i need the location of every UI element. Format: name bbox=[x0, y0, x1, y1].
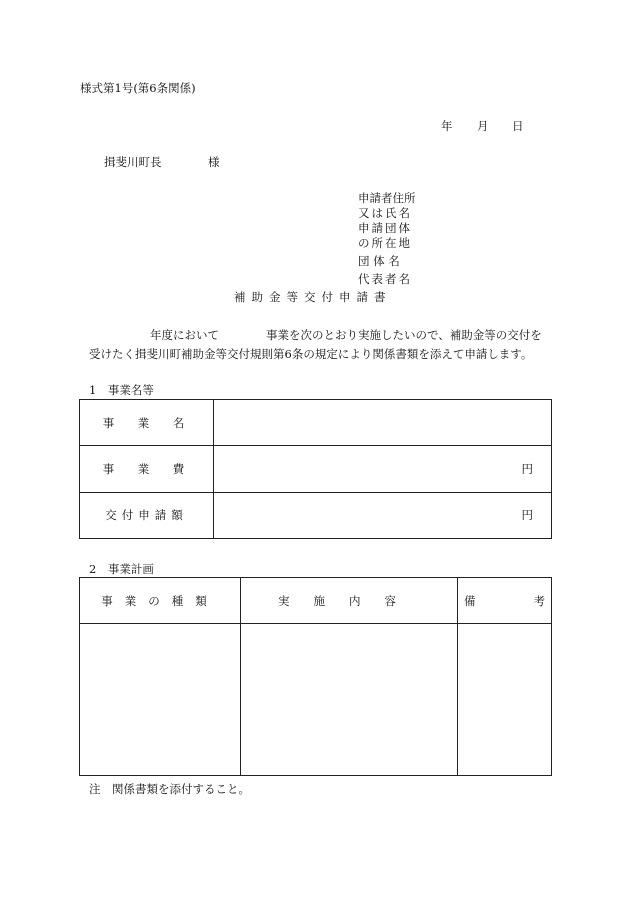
project-summary-table bbox=[79, 399, 552, 539]
table-row bbox=[80, 400, 552, 446]
cell-implementation bbox=[241, 624, 458, 776]
applicant-line-5: 団 体 名 bbox=[358, 254, 400, 268]
body-project: 事業を次のとおり実施したいので、補助金等の交付を bbox=[266, 328, 542, 342]
applicant-line-6: 代表者名 bbox=[358, 272, 412, 286]
row-label-requested-amount: 交付申請額 bbox=[80, 492, 214, 538]
date-month: 月 bbox=[477, 119, 489, 133]
body-line-2: 受けたく揖斐川町補助金等交付規則第6条の規定により関係書類を添えて申請します。 bbox=[89, 347, 533, 361]
applicant-line-4: の所在地 bbox=[358, 236, 412, 250]
header-implementation: 実施内容 bbox=[241, 578, 458, 624]
header-project-type: 事業の種類 bbox=[80, 578, 241, 624]
date-day: 日 bbox=[512, 119, 524, 133]
cell-remarks bbox=[458, 624, 552, 776]
project-plan-table bbox=[79, 577, 552, 776]
document-title: 補助金等交付申請書 bbox=[234, 290, 392, 304]
header-remarks bbox=[458, 578, 552, 624]
row-value-project-cost: 円 bbox=[214, 446, 552, 492]
date-year: 年 bbox=[441, 119, 453, 133]
form-number: 様式第1号(第6条関係) bbox=[80, 81, 196, 95]
header-remarks-2: 考 bbox=[533, 593, 545, 608]
applicant-line-1: 申請者住所 bbox=[358, 191, 416, 205]
applicant-line-2: 又は氏名 bbox=[358, 206, 412, 220]
addressee-mayor: 揖斐川町長 bbox=[104, 155, 162, 169]
body-fiscal-year: 年度において bbox=[150, 328, 219, 342]
footnote: 注 関係書類を添付すること。 bbox=[89, 782, 250, 796]
cell-project-type bbox=[80, 624, 241, 776]
row-value-project-name bbox=[214, 400, 552, 446]
header-remarks-1: 備 bbox=[464, 593, 476, 608]
addressee-honorific: 様 bbox=[208, 155, 220, 169]
section1-heading: 1 事業名等 bbox=[89, 383, 154, 397]
table-header-row bbox=[80, 578, 552, 624]
row-label-project-name: 事 業 名 bbox=[80, 400, 214, 446]
section2-heading: 2 事業計画 bbox=[89, 562, 154, 576]
table-row bbox=[80, 624, 552, 776]
table-row bbox=[80, 446, 552, 492]
table-row bbox=[80, 492, 552, 538]
row-label-project-cost: 事 業 費 bbox=[80, 446, 214, 492]
applicant-line-3: 申請団体 bbox=[358, 221, 412, 235]
row-value-requested-amount: 円 bbox=[214, 492, 552, 538]
